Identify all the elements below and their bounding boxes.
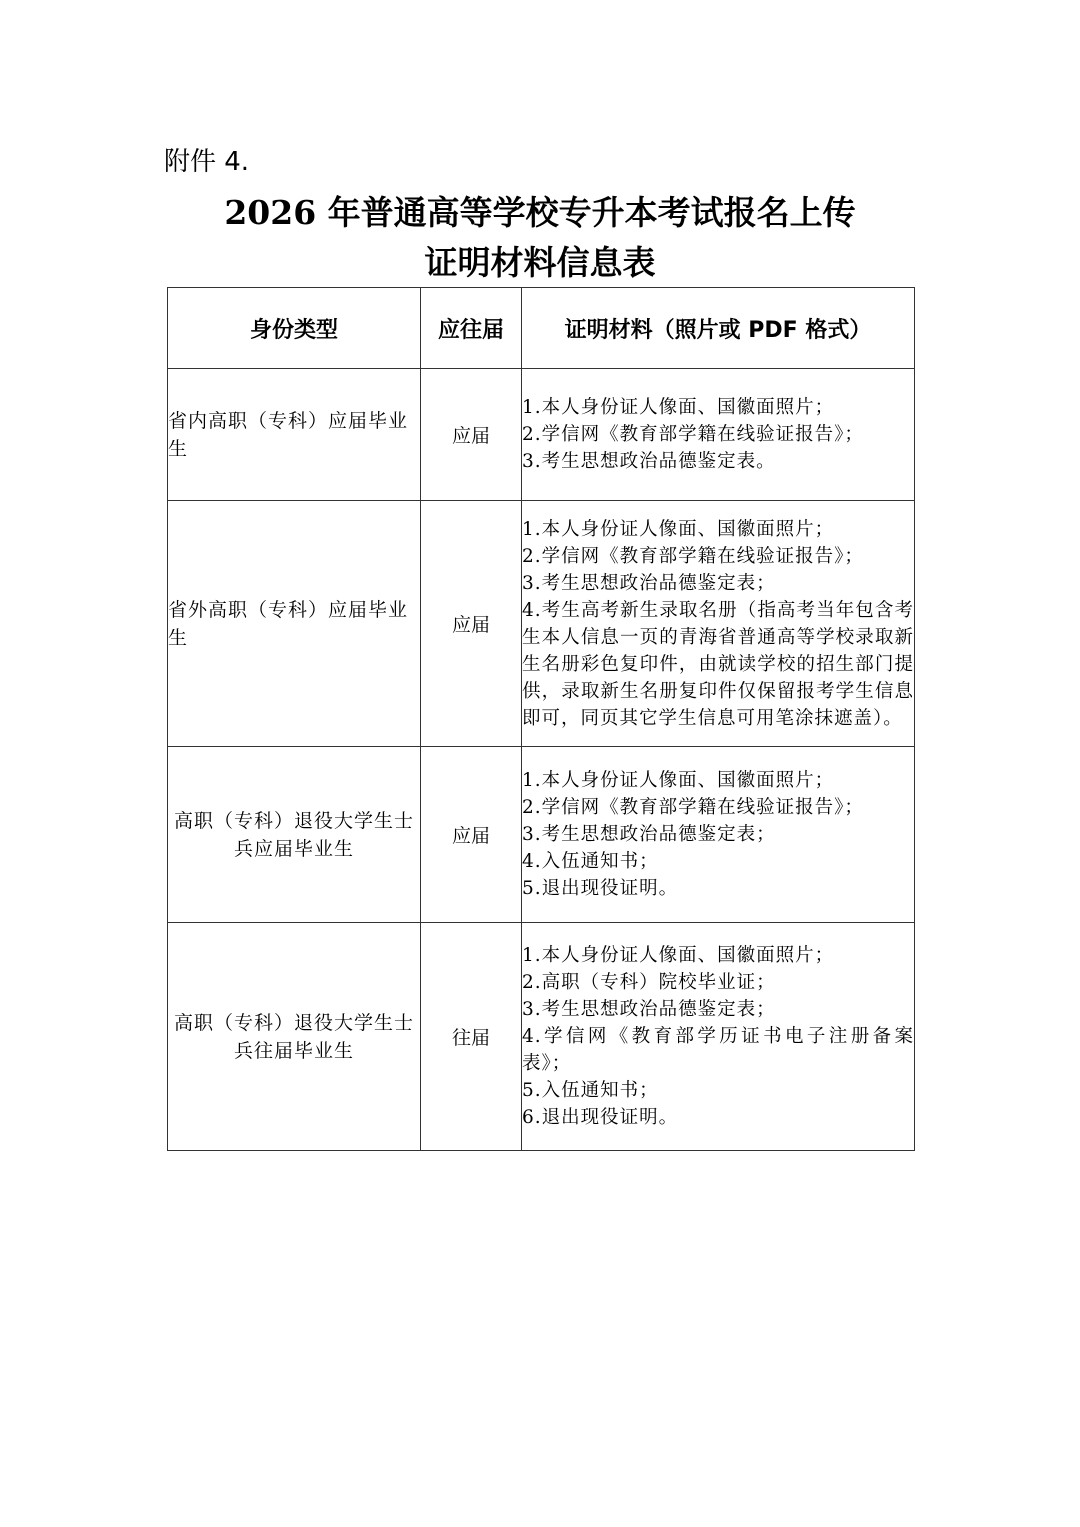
material-item: 4.考生高考新生录取名册（指高考当年包含考生本人信息一页的青海省普通高等学校录取新生名册彩色复印件，由就读学校的招生部门提供，录取新生名册复印件仅保留报考学生信息即可，同页其它学生信息可用笔涂抹遮盖）。 [522,599,914,729]
material-item: 2.学信网《教育部学籍在线验证报告》； [522,545,864,567]
identity-type-cell: 高职（专科）退役大学生士兵往届毕业生 [168,923,421,1151]
header-graduation-status: 应往届 [421,288,522,369]
materials-cell [522,501,915,747]
header-identity-type: 身份类型 [168,288,421,369]
material-item: 3.考生思想政治品德鉴定表； [522,999,776,1020]
material-item: 3.考生思想政治品德鉴定表； [522,824,776,845]
graduation-status-cell: 应届 [421,747,522,923]
material-item: 2.学信网《教育部学籍在线验证报告》； [522,797,864,818]
material-item: 2.高职（专科）院校毕业证； [522,972,776,993]
header-materials: 证明材料（照片或 PDF 格式） [522,288,915,369]
materials-cell [522,923,915,1151]
material-item: 6.退出现役证明。 [522,1107,679,1128]
material-item: 4.入伍通知书； [522,851,659,872]
table-row [168,369,915,501]
attachment-label: 附件 4. [164,147,250,177]
graduation-status-cell: 往届 [421,923,522,1151]
materials-list [522,516,914,732]
materials-list [522,942,914,1131]
identity-type-cell: 高职（专科）退役大学生士兵应届毕业生 [168,747,421,923]
identity-type-cell: 省内高职（专科）应届毕业生 [168,369,421,501]
material-item: 5.入伍通知书； [522,1080,659,1101]
table-row [168,747,915,923]
document-title-line-1: 2026 年普通高等学校专升本考试报名上传 [224,193,856,232]
material-item: 2.学信网《教育部学籍在线验证报告》； [522,424,864,445]
material-item: 1.本人身份证人像面、国徽面照片； [522,397,835,418]
materials-cell [522,747,915,923]
material-item: 3.考生思想政治品德鉴定表。 [522,451,776,472]
materials-info-table [167,287,915,1151]
material-item: 1.本人身份证人像面、国徽面照片； [522,770,835,791]
material-item: 1.本人身份证人像面、国徽面照片； [522,945,835,966]
material-item: 5.退出现役证明。 [522,878,679,899]
table-row [168,923,915,1151]
material-item: 1.本人身份证人像面、国徽面照片； [522,518,835,540]
document-title-line-2: 证明材料信息表 [424,243,656,282]
material-item: 4.学信网《教育部学历证书电子注册备案表》； [522,1026,914,1074]
graduation-status-cell: 应届 [421,501,522,747]
material-item: 3.考生思想政治品德鉴定表； [522,572,776,594]
graduation-status-cell: 应届 [421,369,522,501]
table-row [168,501,915,747]
materials-cell [522,369,915,501]
table-header-row [168,288,915,369]
materials-list [522,394,914,475]
identity-type-cell: 省外高职（专科）应届毕业生 [168,501,421,747]
materials-list [522,767,914,902]
